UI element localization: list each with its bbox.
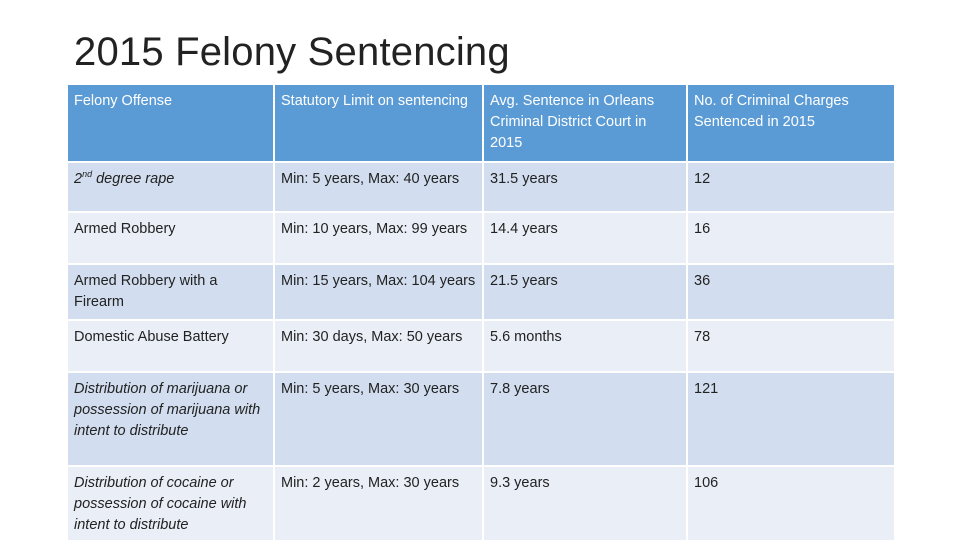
cell-avg: 7.8 years (483, 372, 687, 466)
header-avg-sentence: Avg. Sentence in Orleans Criminal District Court in 2015 (483, 84, 687, 162)
cell-count: 36 (687, 264, 895, 320)
cell-limit: Min: 10 years, Max: 99 years (274, 212, 483, 264)
offense-text: degree rape (92, 171, 175, 187)
cell-limit: Min: 5 years, Max: 30 years (274, 372, 483, 466)
offense-ordinal: 2 (74, 171, 83, 187)
cell-limit: Min: 15 years, Max: 104 years (274, 264, 483, 320)
slide-title: 2015 Felony Sentencing (74, 30, 510, 74)
table-row (67, 264, 895, 320)
cell-limit: Min: 2 years, Max: 30 years (274, 466, 483, 540)
header-felony-offense: Felony Offense (67, 84, 274, 162)
cell-avg: 5.6 months (483, 320, 687, 372)
header-statutory-limit: Statutory Limit on sentencing (274, 84, 483, 162)
cell-offense (67, 162, 274, 212)
table-row (67, 372, 895, 466)
cell-limit: Min: 30 days, Max: 50 years (274, 320, 483, 372)
cell-offense: Armed Robbery with a Firearm (67, 264, 274, 320)
cell-count: 106 (687, 466, 895, 540)
cell-offense: Distribution of cocaine or possession of cocaine with intent to distribute (67, 466, 274, 540)
table-row (67, 320, 895, 372)
table-row (67, 466, 895, 540)
header-charge-count: No. of Criminal Charges Sentenced in 2015 (687, 84, 895, 162)
cell-count: 12 (687, 162, 895, 212)
cell-offense: Domestic Abuse Battery (67, 320, 274, 372)
cell-avg: 21.5 years (483, 264, 687, 320)
cell-count: 16 (687, 212, 895, 264)
table-header-row (67, 84, 895, 162)
table-row (67, 212, 895, 264)
offense-ordinal-suffix: nd (82, 169, 93, 180)
sentencing-table (66, 83, 896, 540)
cell-avg: 9.3 years (483, 466, 687, 540)
cell-offense: Armed Robbery (67, 212, 274, 264)
cell-count: 121 (687, 372, 895, 466)
cell-avg: 31.5 years (483, 162, 687, 212)
cell-count: 78 (687, 320, 895, 372)
table-row (67, 162, 895, 212)
cell-offense: Distribution of marijuana or possession of marijuana with intent to distribute (67, 372, 274, 466)
cell-avg: 14.4 years (483, 212, 687, 264)
cell-limit: Min: 5 years, Max: 40 years (274, 162, 483, 212)
